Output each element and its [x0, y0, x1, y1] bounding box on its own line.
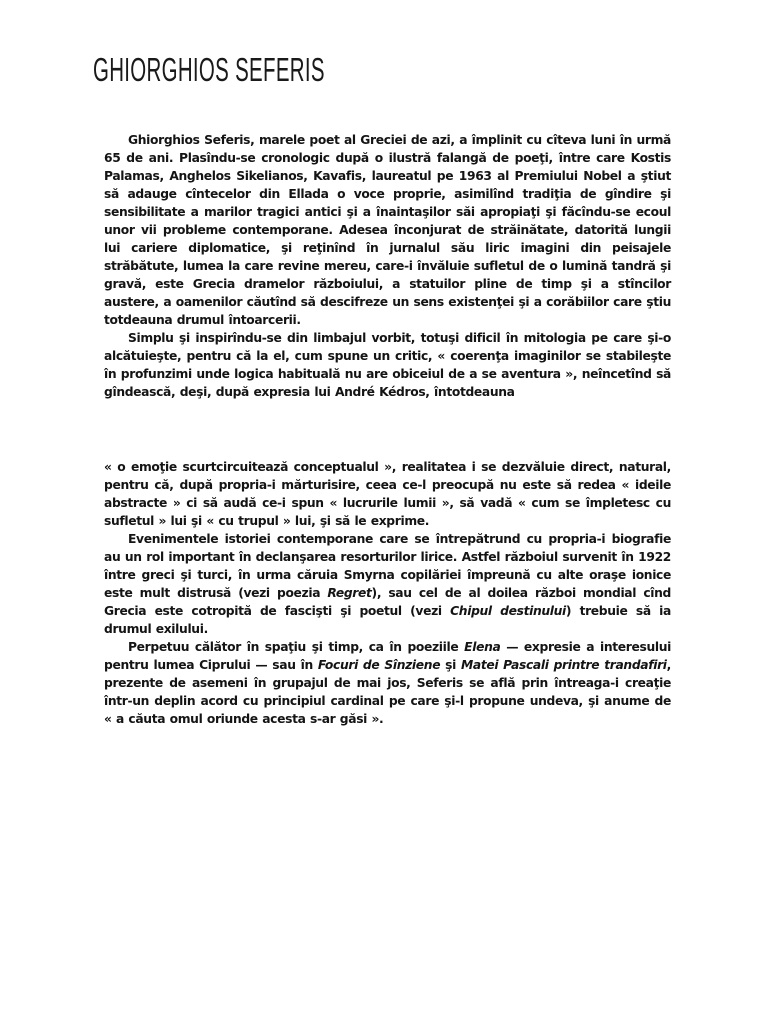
paragraph-intro	[104, 131, 671, 329]
text-segment: Simplu şi inspirîndu-se din limbajul vorbit, totuşi dificil în mitologia pe care şi-o alcătuieşte, pentru că la el, cum spune un critic, « coerenţa imaginilor se stabileşte în profunzimi unde logica habituală nu are obiceiul de a se aventura », neîncetînd să gîndească, deşi, după expresia lui André Kédros, întotdeauna	[104, 331, 671, 399]
text-block-bottom	[104, 458, 671, 728]
text-segment: Perpetuu călător în spaţiu şi timp, ca în poeziile	[128, 640, 465, 654]
text-block-top	[104, 131, 671, 401]
poem-title: Chipul destinului	[450, 604, 566, 618]
text-segment: « o emoţie scurtcircuitează conceptualul », realitatea i se dezvăluie direct, natural, pentru că, după propria-i mărturisire, ceea ce-l preocupă nu este să redea « ideile abstracte » ci să audă ce-i spun « lucrurile lumii », să vadă « cum se împletesc cu sufletul » lui şi « cu trupul » lui, şi să le exprime.	[104, 460, 671, 528]
text-segment: — expresie a interesului pentru lumea Ciprului — sau în	[104, 640, 671, 672]
poem-title: Elena	[464, 640, 501, 654]
paragraph-history	[104, 530, 671, 638]
paragraph-style	[104, 329, 671, 401]
paragraph-continuation	[104, 458, 671, 530]
text-segment: , prezente de asemeni în grupajul de mai jos, Seferis se află prin întreaga-i creaţie într-un deplin acord cu principiul cardinal pe care şi-l propune undeva, şi anume de « a căuta omul oriunde acesta s-ar găsi ».	[104, 658, 671, 726]
text-segment: şi	[440, 658, 461, 672]
poem-title: Focuri de Sînziene	[317, 658, 441, 672]
text-segment: Evenimentele istoriei contemporane care se întrepătrund cu propria-i biografie au un rol important în declanşarea resorturilor lirice. Astfel războiul survenit în 1922 între greci şi turci, în urma căruia Smyrna copilăriei împreună cu alte oraşe ionice este mult distrusă (vezi poezia	[104, 532, 671, 600]
poem-title: Matei Pascali printre trandafiri	[460, 658, 667, 672]
text-segment: ) trebuie să ia drumul exilului.	[104, 604, 671, 636]
paragraph-traveler	[104, 638, 671, 728]
text-segment: ), sau cel de al doilea război mondial cînd Grecia este cotropită de fascişti şi poetul (vezi	[104, 586, 671, 618]
page-title: GHIORGHIOS SEFERIS	[93, 51, 325, 88]
poem-title: Regret	[327, 586, 372, 600]
text-segment: Ghiorghios Seferis, marele poet al Greciei de azi, a împlinit cu cîteva luni în urmă 65 de ani. Plasîndu-se cronologic după o ilustră falangă de poeţi, între care Kostis Palamas, Anghelos Sikelianos, Kavafis, laureatul pe 1963 al Premiului Nobel a ştiut să adauge cîntecelor din Ellada o voce proprie, asimilînd tradiţia de gîndire şi sensibilitate a marilor tragici antici şi a înaintaşilor săi apropiaţi şi făcîndu-se ecoul unor vii probleme contemporane. Adesea înconjurat de străinătate, datorită lungii lui cariere diplomatice, şi reţinînd în jurnalul său liric imagini din peisajele străbătute, lumea la care revine mereu, care-i învăluie sufletul de o lumină tandră şi gravă, este Grecia dramelor războiului, a statuilor pline de timp şi a stîncilor austere, a oamenilor căutînd să descifreze un sens existenţei şi a corăbiilor care ştiu totdeauna drumul întoarcerii.	[104, 133, 671, 327]
